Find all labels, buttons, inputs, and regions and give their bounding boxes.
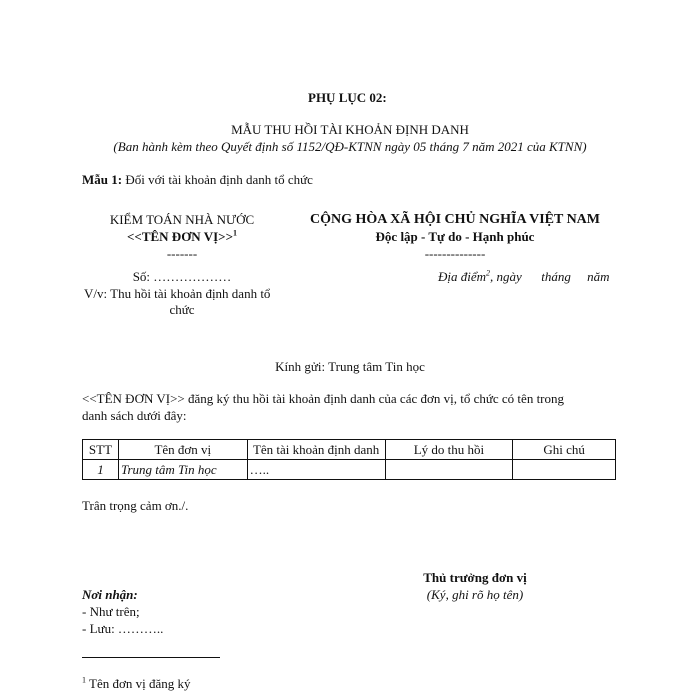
document-subtitle: (Ban hành kèm theo Quyết định số 1152/QĐ-KTNN ngày 05 tháng 7 năm 2021 của KTNN) xyxy=(113,139,587,154)
footnote-ref-2: 2 xyxy=(486,268,491,278)
cell-reason xyxy=(385,460,513,480)
date-text: , ngày tháng năm xyxy=(490,269,610,284)
document-title: MẪU THU HỒI TÀI KHOẢN ĐỊNH DANH xyxy=(231,122,469,137)
subject-line-2: chức xyxy=(169,302,195,317)
cell-note xyxy=(513,460,616,480)
form-type-text: Đối với tài khoản định danh tổ chức xyxy=(122,172,313,187)
recipients-label: Nơi nhận: xyxy=(82,587,138,602)
right-divider: -------------- xyxy=(424,246,486,261)
place-date xyxy=(438,269,610,285)
recipient-item-1: - Như trên; xyxy=(82,604,140,619)
place-label: Địa điểm xyxy=(438,269,487,284)
org-name: KIỂM TOÁN NHÀ NƯỚC xyxy=(109,212,255,227)
header-reason: Lý do thu hồi xyxy=(385,440,513,460)
cell-stt: 1 xyxy=(83,460,119,480)
recipient-item-2: - Lưu: ……….. xyxy=(82,621,164,636)
cell-account-name: ….. xyxy=(247,460,385,480)
form-type xyxy=(82,172,313,188)
unit-name-text: <<TÊN ĐƠN VỊ>> xyxy=(127,229,233,244)
nation-name: CỘNG HÒA XÃ HỘI CHỦ NGHĨA VIỆT NAM xyxy=(309,212,600,227)
footnote-mark-1: 1 xyxy=(82,675,86,685)
cell-unit-name: Trung tâm Tin học xyxy=(118,460,247,480)
closing-line: Trân trọng cảm ơn./. xyxy=(82,498,189,513)
body-line-2: danh sách dưới đây: xyxy=(82,408,187,423)
accounts-table xyxy=(82,439,616,480)
header-unit-name: Tên đơn vị xyxy=(118,440,247,460)
body-line-1: <<TÊN ĐƠN VỊ>> đăng ký thu hồi tài khoản định danh của các đơn vị, tổ chức có tên trong xyxy=(82,391,565,406)
appendix-label: PHỤ LỤC 02: xyxy=(308,90,387,105)
header-stt: STT xyxy=(83,440,119,460)
header-note: Ghi chú xyxy=(513,440,616,460)
header-account-name: Tên tài khoản định danh xyxy=(247,440,385,460)
unit-name xyxy=(82,229,282,245)
recipient-line: Kính gửi: Trung tâm Tin học xyxy=(275,359,425,374)
document-number: Số: ……………… xyxy=(132,269,232,284)
left-divider: ------- xyxy=(166,246,198,261)
signature-note: (Ký, ghi rõ họ tên) xyxy=(426,587,524,602)
footnote-text-1: Tên đơn vị đăng ký xyxy=(86,676,191,691)
signature-title: Thủ trưởng đơn vị xyxy=(423,570,527,585)
subject-line-1: V/v: Thu hồi tài khoản định danh tổ xyxy=(84,286,271,301)
table-row xyxy=(83,460,616,480)
table-header-row xyxy=(83,440,616,460)
footnote-1 xyxy=(82,676,190,692)
footnote-separator xyxy=(82,657,220,658)
national-motto: Độc lập - Tự do - Hạnh phúc xyxy=(375,229,535,244)
footnote-ref-1: 1 xyxy=(232,228,237,238)
form-type-label: Mẫu 1: xyxy=(82,172,123,187)
